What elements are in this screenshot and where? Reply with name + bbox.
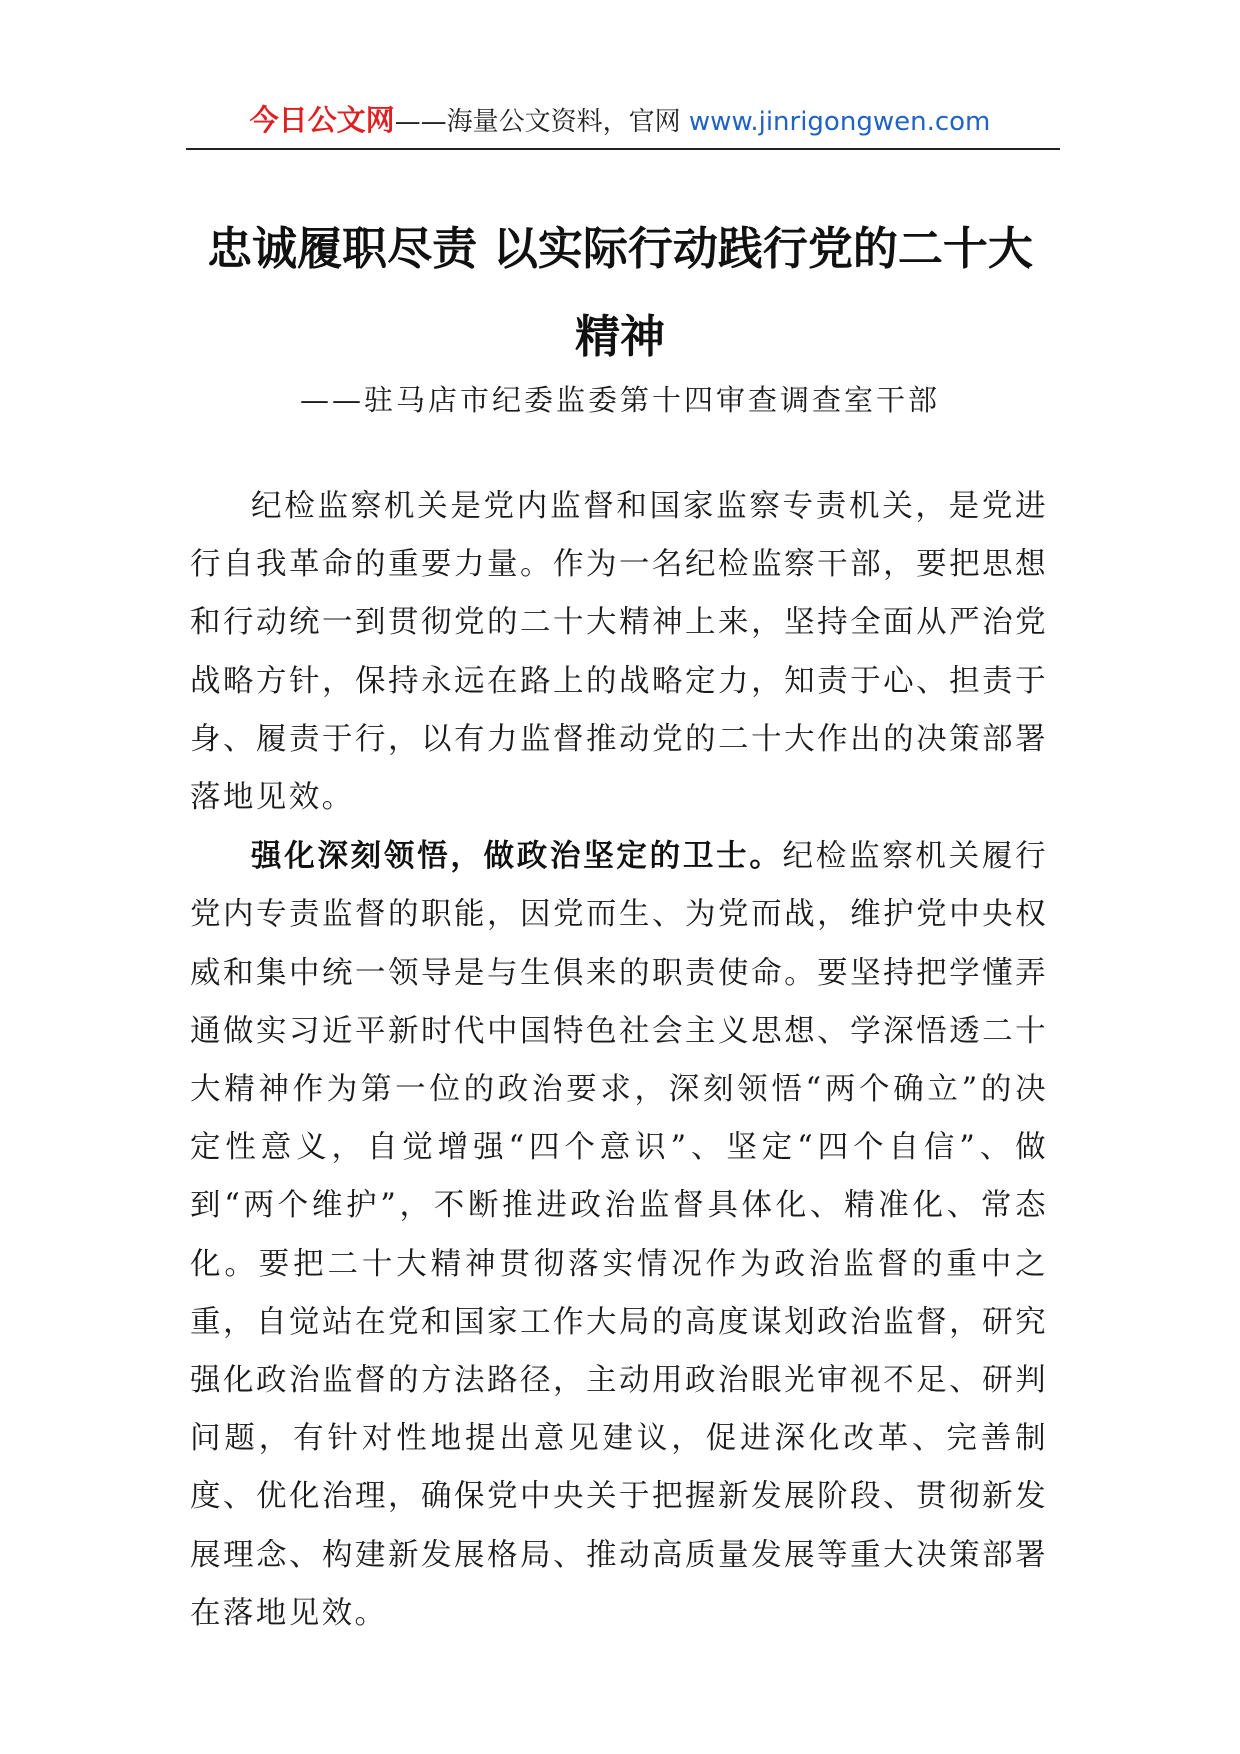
paragraph-text: 纪检监察机关是党内监督和国家监察专责机关，是党进行自我革命的重要力量。作为一名纪检监察干部，要把思想和行动统一到贯彻党的二十大精神上来，坚持全面从严治党战略方针，保持永远在路上的战略定力，知责于心、担责于身、履责于行，以有力监督推动党的二十大作出的决策部署落地见效。 (190, 489, 1048, 816)
site-tagline: ——海量公文资料，官网 (394, 107, 689, 137)
site-brand: 今日公文网 (249, 103, 395, 137)
title-line-1: 忠诚履职尽责 以实际行动践行党的二十大 (207, 222, 1033, 275)
document-body (190, 478, 1048, 1643)
site-url-link[interactable]: www.jinrigongwen.com (688, 107, 991, 137)
site-header (0, 100, 1240, 142)
document-title (190, 205, 1050, 381)
paragraph (190, 827, 1048, 1643)
paragraph-lead-heading: 强化深刻领悟，做政治坚定的卫士。 (251, 838, 783, 875)
header-divider (186, 148, 1060, 150)
paragraph (190, 478, 1048, 827)
document-subtitle: ——驻马店市纪委监委第十四审查调查室干部 (299, 383, 940, 417)
title-line-2: 精神 (574, 310, 665, 363)
paragraph-text: 纪检监察机关履行党内专责监督的职能，因党而生、为党而战，维护党中央权威和集中统一领导是与生俱来的职责使命。要坚持把学懂弄通做实习近平新时代中国特色社会主义思想、学深悟透二十大精神作为第一位的政治要求，深刻领悟“两个确立”的决定性意义，自觉增强“四个意识”、坚定“四个自信”、做到“两个维护”，不断推进政治监督具体化、精准化、常态化。要把二十大精神贯彻落实情况作为政治监督的重中之重，自觉站在党和国家工作大局的高度谋划政治监督，研究强化政治监督的方法路径，主动用政治眼光审视不足、研判问题，有针对性地提出意见建议，促进深化改革、完善制度、优化治理，确保党中央关于把握新发展阶段、贯彻新发展理念、构建新发展格局、推动高质量发展等重大决策部署在落地见效。 (190, 839, 1048, 1631)
